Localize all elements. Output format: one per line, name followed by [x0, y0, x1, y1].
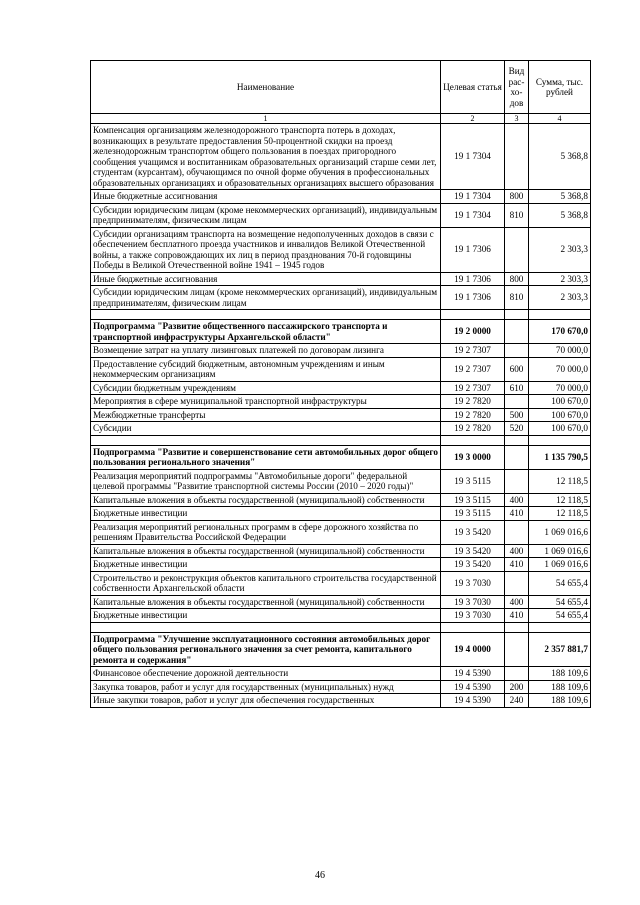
kind-cell: 400	[505, 595, 529, 609]
name-cell: Капитальные вложения в объекты государственной (муниципальной) собственности	[91, 544, 441, 558]
table-row	[91, 595, 591, 609]
code-cell: 19 3 7030	[441, 595, 505, 609]
sum-cell: 1 069 016,6	[529, 520, 591, 544]
name-cell: Компенсация организациям железнодорожного транспорта потерь в доходах, возникающих в результате предоставления 50-процентной скидки на проезд железнодорожным транспортом общего пользования в поездах пригородного сообщения учащимся и воспитанникам образовательных организаций старше семи лет, студентам (курсантам), обучающимся по очной форме обучения в профессиональных образовательных организациях и образовательных организациях высшего образования	[91, 124, 441, 190]
table-row	[91, 507, 591, 521]
code-cell: 19 1 7306	[441, 286, 505, 310]
header-sum: Сумма, тыс. рублей	[529, 61, 591, 114]
code-cell: 19 3 5115	[441, 507, 505, 521]
sum-cell: 2 357 881,7	[529, 632, 591, 667]
column-number: 4	[529, 114, 591, 124]
sum-cell: 12 118,5	[529, 493, 591, 507]
code-cell: 19 2 7820	[441, 395, 505, 409]
sum-cell: 54 655,4	[529, 571, 591, 595]
name-cell: Иные бюджетные ассигнования	[91, 190, 441, 204]
name-cell: Мероприятия в сфере муниципальной транспортной инфраструктуры	[91, 395, 441, 409]
table-row	[91, 408, 591, 422]
code-cell: 19 1 7304	[441, 190, 505, 204]
code-cell: 19 2 7307	[441, 357, 505, 381]
sum-cell: 5 368,8	[529, 203, 591, 227]
name-cell: Реализация мероприятий региональных программ в сфере дорожного хозяйства по решениям Правительства Российской Федерации	[91, 520, 441, 544]
header-kind: Вид рас-хо-дов	[505, 61, 529, 114]
table-row	[91, 124, 591, 190]
table-row	[91, 190, 591, 204]
code-cell: 19 3 5115	[441, 469, 505, 493]
sum-cell: 70 000,0	[529, 344, 591, 358]
code-cell: 19 1 7304	[441, 124, 505, 190]
sum-cell: 2 303,3	[529, 227, 591, 272]
sum-cell: 70 000,0	[529, 381, 591, 395]
kind-cell: 500	[505, 408, 529, 422]
kind-cell	[505, 632, 529, 667]
sum-cell: 5 368,8	[529, 190, 591, 204]
header-code: Целевая статья	[441, 61, 505, 114]
kind-cell	[505, 667, 529, 681]
kind-cell	[505, 469, 529, 493]
budget-table-sheet	[90, 60, 590, 708]
code-cell: 19 2 7820	[441, 422, 505, 436]
table-body	[91, 124, 591, 708]
spacer-cell	[505, 435, 529, 445]
code-cell: 19 3 7030	[441, 571, 505, 595]
spacer-row	[91, 310, 591, 320]
spacer-cell	[529, 310, 591, 320]
sum-cell: 1 069 016,6	[529, 544, 591, 558]
table-row	[91, 395, 591, 409]
kind-cell	[505, 320, 529, 344]
kind-cell: 410	[505, 609, 529, 623]
name-cell: Бюджетные инвестиции	[91, 558, 441, 572]
table-row	[91, 520, 591, 544]
sum-cell: 12 118,5	[529, 507, 591, 521]
sum-cell: 100 670,0	[529, 422, 591, 436]
sum-cell: 54 655,4	[529, 609, 591, 623]
kind-cell	[505, 520, 529, 544]
header-name: Наименование	[91, 61, 441, 114]
sum-cell: 100 670,0	[529, 395, 591, 409]
spacer-row	[91, 435, 591, 445]
code-cell: 19 3 5115	[441, 493, 505, 507]
code-cell: 19 3 5420	[441, 544, 505, 558]
name-cell: Субсидии организациям транспорта на возмещение недополученных доходов в связи с обеспечением бесплатного проезда участников и инвалидов Великой Отечественной войны, а также сопровождающих их лиц в период празднования 70-й годовщины Победы в Великой Отечественной войне 1941 – 1945 годов	[91, 227, 441, 272]
table-row	[91, 344, 591, 358]
name-cell: Предоставление субсидий бюджетным, автономным учреждениям и иным некоммерческим организациям	[91, 357, 441, 381]
name-cell: Капитальные вложения в объекты государственной (муниципальной) собственности	[91, 493, 441, 507]
table-row	[91, 227, 591, 272]
sum-cell: 2 303,3	[529, 272, 591, 286]
spacer-cell	[505, 310, 529, 320]
kind-cell: 400	[505, 544, 529, 558]
spacer-cell	[91, 622, 441, 632]
kind-cell	[505, 445, 529, 469]
spacer-cell	[441, 622, 505, 632]
column-number-row	[91, 114, 591, 124]
code-cell: 19 4 0000	[441, 632, 505, 667]
name-cell: Финансовое обеспечение дорожной деятельности	[91, 667, 441, 681]
code-cell: 19 1 7306	[441, 272, 505, 286]
column-number: 3	[505, 114, 529, 124]
column-number: 1	[91, 114, 441, 124]
code-cell: 19 1 7306	[441, 227, 505, 272]
code-cell: 19 3 5420	[441, 520, 505, 544]
table-row	[91, 558, 591, 572]
spacer-cell	[91, 310, 441, 320]
name-cell: Межбюджетные трансферты	[91, 408, 441, 422]
table-row	[91, 272, 591, 286]
table-row	[91, 680, 591, 694]
name-cell: Субсидии юридическим лицам (кроме некоммерческих организаций), индивидуальным предпринимателям, физическим лицам	[91, 203, 441, 227]
sum-cell: 5 368,8	[529, 124, 591, 190]
sum-cell: 12 118,5	[529, 469, 591, 493]
sum-cell: 188 109,6	[529, 694, 591, 708]
spacer-row	[91, 622, 591, 632]
spacer-cell	[529, 622, 591, 632]
table-row	[91, 571, 591, 595]
code-cell: 19 2 7820	[441, 408, 505, 422]
sum-cell: 1 135 790,5	[529, 445, 591, 469]
table-row	[91, 667, 591, 681]
name-cell: Возмещение затрат на уплату лизинговых платежей по договорам лизинга	[91, 344, 441, 358]
code-cell: 19 2 0000	[441, 320, 505, 344]
spacer-cell	[91, 435, 441, 445]
name-cell: Иные закупки товаров, работ и услуг для обеспечения государственных	[91, 694, 441, 708]
header-row	[91, 61, 591, 114]
spacer-cell	[505, 622, 529, 632]
code-cell: 19 3 0000	[441, 445, 505, 469]
name-cell: Субсидии	[91, 422, 441, 436]
table-row	[91, 381, 591, 395]
spacer-cell	[529, 435, 591, 445]
sum-cell: 54 655,4	[529, 595, 591, 609]
code-cell: 19 4 5390	[441, 680, 505, 694]
spacer-cell	[441, 435, 505, 445]
code-cell: 19 4 5390	[441, 694, 505, 708]
name-cell: Субсидии юридическим лицам (кроме некоммерческих организаций), индивидуальным предпринимателям, физическим лицам	[91, 286, 441, 310]
kind-cell: 800	[505, 272, 529, 286]
name-cell: Закупка товаров, работ и услуг для государственных (муниципальных) нужд	[91, 680, 441, 694]
page-number: 46	[315, 870, 325, 881]
code-cell: 19 2 7307	[441, 344, 505, 358]
name-cell: Реализация мероприятий подпрограммы "Автомобильные дороги" федеральной целевой программы "Развитие транспортной системы России (2010 – 2020 годы)"	[91, 469, 441, 493]
sum-cell: 170 670,0	[529, 320, 591, 344]
sum-cell: 2 303,3	[529, 286, 591, 310]
sum-cell: 1 069 016,6	[529, 558, 591, 572]
sum-cell: 100 670,0	[529, 408, 591, 422]
kind-cell: 410	[505, 507, 529, 521]
kind-cell: 810	[505, 286, 529, 310]
kind-cell	[505, 227, 529, 272]
kind-cell	[505, 344, 529, 358]
kind-cell: 810	[505, 203, 529, 227]
column-number: 2	[441, 114, 505, 124]
table-row	[91, 286, 591, 310]
sum-cell: 70 000,0	[529, 357, 591, 381]
table-row	[91, 203, 591, 227]
kind-cell: 200	[505, 680, 529, 694]
subprogram-row	[91, 320, 591, 344]
table-row	[91, 493, 591, 507]
name-cell: Бюджетные инвестиции	[91, 609, 441, 623]
name-cell: Капитальные вложения в объекты государственной (муниципальной) собственности	[91, 595, 441, 609]
name-cell: Субсидии бюджетным учреждениям	[91, 381, 441, 395]
kind-cell: 610	[505, 381, 529, 395]
kind-cell: 240	[505, 694, 529, 708]
table-row	[91, 694, 591, 708]
table-row	[91, 544, 591, 558]
kind-cell	[505, 395, 529, 409]
budget-table	[90, 60, 591, 708]
table-row	[91, 469, 591, 493]
kind-cell: 400	[505, 493, 529, 507]
name-cell: Строительство и реконструкция объектов капитального строительства государственной собственности Архангельской области	[91, 571, 441, 595]
kind-cell: 410	[505, 558, 529, 572]
name-cell: Подпрограмма "Улучшение эксплуатационного состояния автомобильных дорог общего пользования регионального значения за счет ремонта, капитального ремонта и содержания"	[91, 632, 441, 667]
table-row	[91, 609, 591, 623]
sum-cell: 188 109,6	[529, 667, 591, 681]
sum-cell: 188 109,6	[529, 680, 591, 694]
name-cell: Иные бюджетные ассигнования	[91, 272, 441, 286]
table-row	[91, 422, 591, 436]
code-cell: 19 1 7304	[441, 203, 505, 227]
name-cell: Подпрограмма "Развитие и совершенствование сети автомобильных дорог общего пользования регионального значения"	[91, 445, 441, 469]
name-cell: Бюджетные инвестиции	[91, 507, 441, 521]
code-cell: 19 3 7030	[441, 609, 505, 623]
code-cell: 19 4 5390	[441, 667, 505, 681]
code-cell: 19 2 7307	[441, 381, 505, 395]
subprogram-row	[91, 632, 591, 667]
kind-cell: 800	[505, 190, 529, 204]
code-cell: 19 3 5420	[441, 558, 505, 572]
subprogram-row	[91, 445, 591, 469]
table-row	[91, 357, 591, 381]
kind-cell	[505, 571, 529, 595]
kind-cell	[505, 124, 529, 190]
kind-cell: 600	[505, 357, 529, 381]
kind-cell: 520	[505, 422, 529, 436]
spacer-cell	[441, 310, 505, 320]
name-cell: Подпрограмма "Развитие общественного пассажирского транспорта и транспортной инфраструктуры Архангельской области"	[91, 320, 441, 344]
